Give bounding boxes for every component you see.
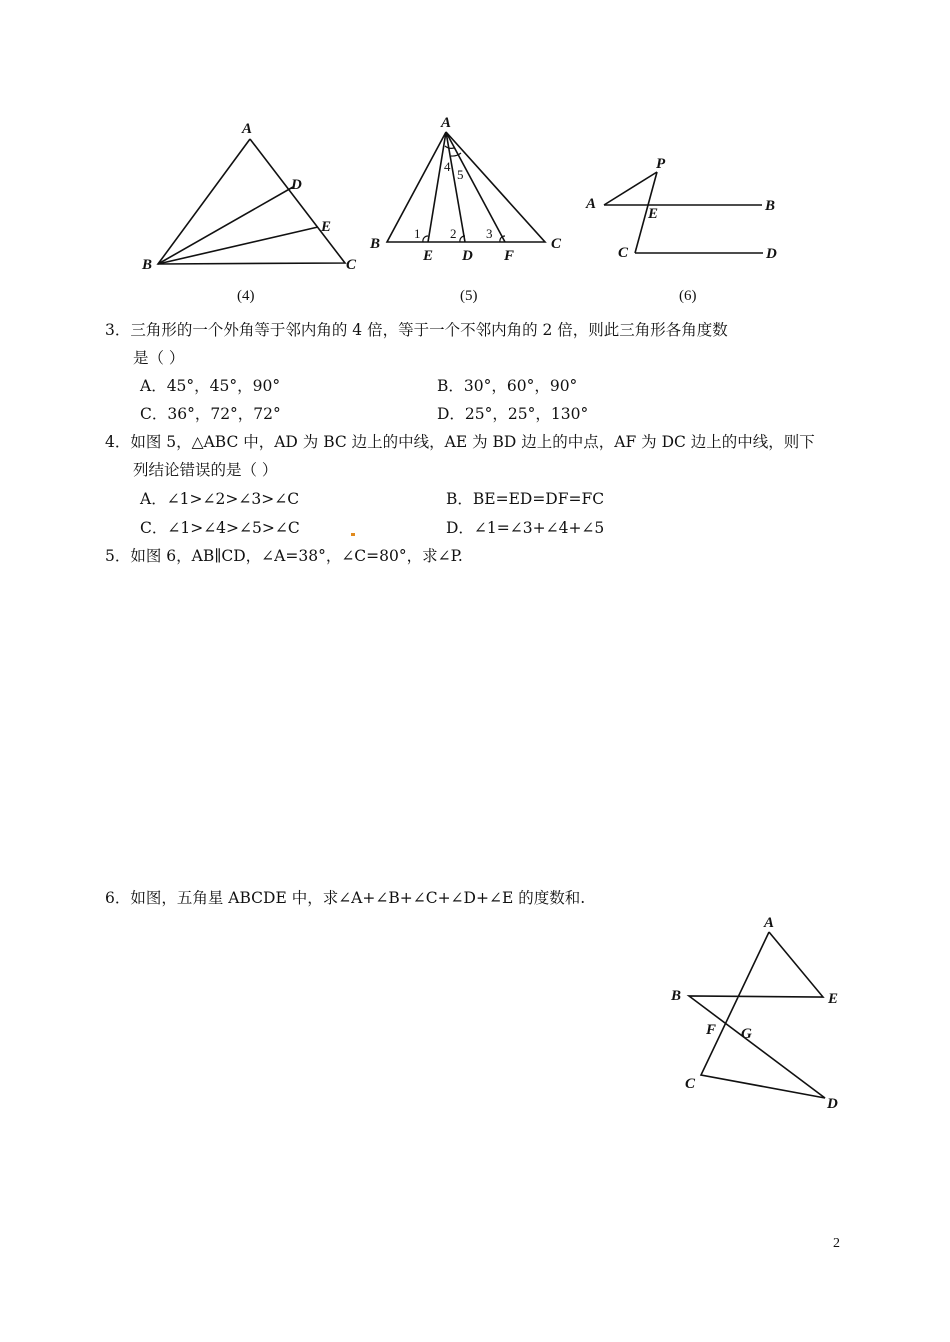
question-3-option-c: C．36°，72°，72°: [140, 405, 281, 423]
fig5-label-d: D: [462, 248, 473, 264]
question-5-text: 5．如图 6，AB∥CD，∠A=38°，∠C=80°，求∠P.: [105, 547, 463, 565]
question-4-option-a: A．∠1>∠2>∠3>∠C: [140, 490, 300, 508]
fig4-label-d: D: [291, 177, 302, 193]
fig5-label-b: B: [370, 236, 381, 252]
fig4-label-b: B: [142, 257, 153, 273]
fig4-triangle: [158, 139, 345, 264]
fig6-label-p: P: [656, 156, 666, 172]
fig5-angle-4: 4: [444, 159, 451, 174]
fig5-arc-4: [445, 146, 454, 148]
star-label-d: D: [827, 1096, 838, 1112]
fig5-angle-5: 5: [457, 167, 464, 182]
fig5-arc-1: [423, 236, 428, 242]
star-label-g: G: [741, 1026, 752, 1042]
question-4-option-b: B．BE=ED=DF=FC: [446, 490, 605, 508]
question-4-option-d: D．∠1=∠3+∠4+∠5: [446, 519, 605, 537]
page-number: 2: [833, 1236, 840, 1251]
fig5-triangle: [387, 132, 545, 242]
fig5-angle-1: 1: [414, 226, 421, 241]
fig5-label-e: E: [423, 248, 434, 264]
star-figure: [665, 910, 855, 1115]
star-label-c: C: [685, 1076, 696, 1092]
fig5-label-f: F: [504, 248, 515, 264]
star-label-f: F: [706, 1022, 717, 1038]
fig5-label-c: C: [551, 236, 562, 252]
fig4-line-bd: [158, 187, 293, 264]
fig6-label-d: D: [766, 246, 777, 262]
figure-5: [365, 110, 575, 270]
figure-5-caption: (5): [460, 288, 478, 304]
stray-mark: [351, 533, 355, 536]
figure-4-caption: (4): [237, 288, 255, 304]
star-label-a: A: [764, 915, 775, 931]
fig5-angle-3: 3: [486, 226, 493, 241]
figure-4: [130, 115, 370, 280]
fig4-label-e: E: [321, 219, 332, 235]
fig6-label-c: C: [618, 245, 629, 261]
question-4-option-c: C．∠1>∠4>∠5>∠C: [140, 519, 300, 537]
fig5-label-a: A: [441, 115, 452, 131]
question-3-option-d: D．25°，25°，130°: [437, 405, 589, 423]
star-label-b: B: [671, 988, 682, 1004]
question-4-line-2: 列结论错误的是（ ）: [133, 461, 278, 479]
star-label-e: E: [828, 991, 839, 1007]
question-3-option-b: B．30°，60°，90°: [437, 377, 578, 395]
question-3-option-a: A．45°，45°，90°: [140, 377, 281, 395]
figure-6-caption: (6): [679, 288, 697, 304]
fig4-label-c: C: [346, 257, 357, 273]
fig6-label-b: B: [765, 198, 776, 214]
star-outline: [689, 932, 825, 1098]
question-3-line-1: 3．三角形的一个外角等于邻内角的 4 倍，等于一个不邻内角的 2 倍，则此三角形各角度数: [105, 321, 728, 339]
fig6-label-a: A: [586, 196, 597, 212]
figure-6: [580, 150, 790, 270]
question-3-line-2: 是（ ）: [133, 349, 185, 367]
fig5-angle-2: 2: [450, 226, 457, 241]
fig6-label-e: E: [648, 206, 659, 222]
question-6-text: 6．如图，五角星 ABCDE 中，求∠A+∠B+∠C+∠D+∠E 的度数和.: [105, 889, 586, 907]
fig4-label-a: A: [242, 121, 253, 137]
question-4-line-1: 4．如图 5，△ABC 中，AD 为 BC 边上的中线，AE 为 BD 边上的中点，AF 为 DC 边上的中线，则下: [105, 433, 815, 451]
